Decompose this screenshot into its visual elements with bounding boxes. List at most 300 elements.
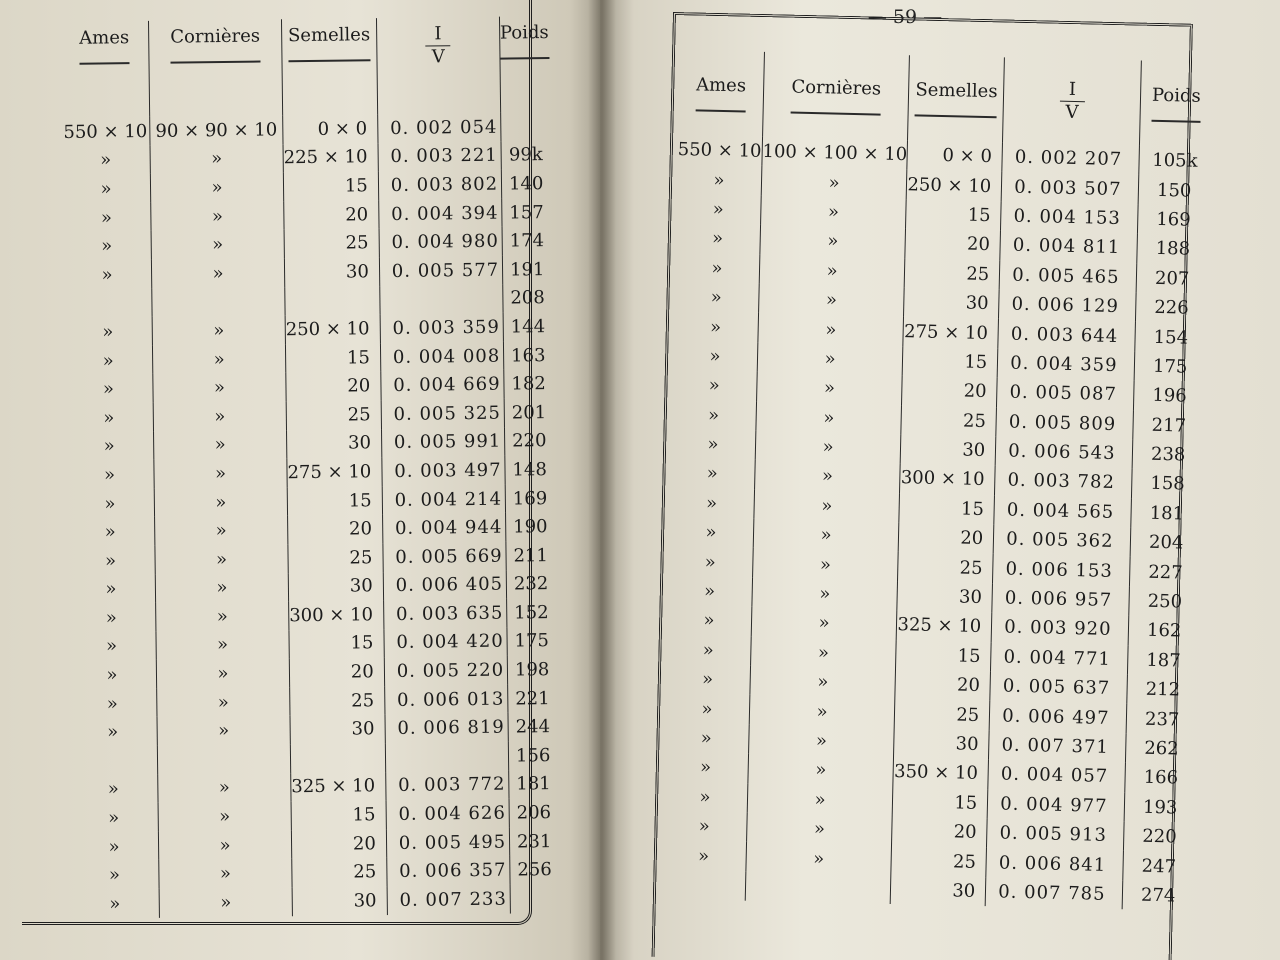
cell-iv: 0. 003 802 bbox=[378, 170, 501, 200]
cell-cornieres: » bbox=[753, 519, 899, 552]
cell-ames: » bbox=[663, 752, 748, 783]
cell-cornieres: » bbox=[746, 842, 892, 875]
cell-cornieres: » bbox=[755, 431, 901, 464]
cell-ames: » bbox=[665, 664, 750, 695]
cell-ames: » bbox=[64, 317, 153, 347]
cell-iv: 0. 003 221 bbox=[378, 141, 501, 171]
cell-poids: 157 bbox=[509, 201, 544, 224]
cell-semelles: 30 bbox=[894, 728, 989, 760]
cell-ames: » bbox=[669, 488, 754, 519]
cell-ames: » bbox=[675, 253, 760, 284]
cell-iv: 0. 004 977 bbox=[987, 789, 1125, 821]
iv-denominator: V bbox=[1065, 101, 1079, 124]
header-poids bbox=[1140, 60, 1212, 147]
cell-semelles: 30 bbox=[897, 581, 992, 613]
cell-cornieres: » bbox=[157, 716, 290, 746]
cell-ames: » bbox=[66, 517, 155, 547]
cell-semelles: 15 bbox=[291, 800, 386, 830]
header-cornieres bbox=[148, 19, 282, 117]
cell-semelles: 30 bbox=[284, 257, 379, 287]
cell-ames: » bbox=[662, 811, 747, 842]
cell-iv: 0. 007 785 bbox=[985, 877, 1123, 909]
cell-poids: 226 bbox=[1154, 296, 1189, 319]
header-cornieres-label: Cornières bbox=[170, 26, 260, 64]
cell-semelles: 25 bbox=[292, 858, 387, 888]
header-semelles bbox=[281, 18, 377, 115]
cell-ames: » bbox=[67, 603, 156, 633]
header-ames-label: Ames bbox=[79, 27, 129, 65]
cell-semelles: 25 bbox=[891, 845, 986, 877]
cell-iv: 0. 005 495 bbox=[386, 827, 509, 857]
cell-semelles: 15 bbox=[899, 493, 994, 525]
cell-poids: 244 bbox=[515, 716, 551, 738]
cell-poids: 162 bbox=[1146, 620, 1182, 642]
cell-semelles: 25 bbox=[898, 552, 993, 584]
cell-cornieres: » bbox=[157, 687, 290, 717]
cell-cornieres: » bbox=[150, 172, 283, 202]
cell-cornieres: » bbox=[758, 284, 904, 317]
cell-iv: 0. 005 220 bbox=[384, 656, 507, 686]
cell-cornieres: » bbox=[748, 754, 894, 787]
cell-cornieres: » bbox=[156, 630, 289, 660]
header-ames bbox=[60, 21, 150, 118]
cell-iv: 0. 003 507 bbox=[1001, 172, 1139, 204]
cell-semelles: 15 bbox=[285, 343, 380, 373]
cell-poids: 163 bbox=[510, 344, 546, 367]
iv-fraction bbox=[1059, 79, 1085, 124]
cell-ames: » bbox=[676, 194, 761, 225]
cell-semelles: 20 bbox=[899, 522, 994, 554]
cell-ames bbox=[63, 288, 152, 318]
cell-cornieres: » bbox=[754, 489, 900, 522]
cell-iv: 0. 005 325 bbox=[381, 399, 504, 429]
cell-cornieres: » bbox=[756, 372, 902, 405]
cell-ames: » bbox=[671, 399, 756, 430]
header-cornieres-label: Cornières bbox=[791, 77, 882, 116]
cell-ames: » bbox=[672, 370, 757, 401]
cell-cornieres: » bbox=[154, 458, 287, 488]
cell-poids: 217 bbox=[1151, 414, 1187, 437]
cell-semelles: 20 bbox=[284, 200, 379, 230]
cell-semelles: 30 bbox=[292, 886, 387, 916]
cell-poids: 181 bbox=[516, 773, 551, 795]
iv-fraction bbox=[425, 23, 451, 67]
left-table bbox=[60, 16, 559, 919]
cell-iv: 0. 005 913 bbox=[987, 818, 1125, 850]
cell-ames: » bbox=[667, 605, 752, 636]
cell-cornieres: » bbox=[152, 344, 285, 374]
cell-semelles: 15 bbox=[896, 640, 991, 672]
cell-semelles: 300 × 10 bbox=[289, 600, 384, 630]
cell-cornieres: » bbox=[752, 578, 898, 611]
cell-cornieres: 90 × 90 × 10 bbox=[150, 115, 283, 145]
cell-iv: 0. 005 577 bbox=[379, 256, 502, 286]
cell-semelles: 325 × 10 bbox=[291, 772, 386, 802]
cell-ames: » bbox=[66, 546, 155, 576]
cell-ames: 550 × 10 bbox=[677, 135, 762, 166]
cell-iv: 0. 003 359 bbox=[380, 313, 503, 343]
cell-semelles bbox=[290, 743, 385, 773]
cell-semelles: 30 bbox=[901, 434, 996, 466]
cell-cornieres: » bbox=[158, 773, 291, 803]
cell-iv: 0. 004 008 bbox=[380, 341, 503, 371]
cell-poids bbox=[510, 884, 560, 913]
cell-ames: » bbox=[675, 223, 760, 254]
cell-ames: » bbox=[63, 231, 152, 261]
cell-cornieres: » bbox=[154, 430, 287, 460]
header-semelles bbox=[908, 55, 1005, 142]
cell-semelles: 25 bbox=[905, 258, 1000, 290]
cell-semelles bbox=[285, 286, 380, 316]
cell-cornieres: » bbox=[151, 201, 284, 231]
cell-poids: 188 bbox=[1155, 238, 1191, 260]
cell-poids: 201 bbox=[511, 401, 547, 424]
cell-iv: 0. 007 371 bbox=[989, 730, 1127, 762]
cell-poids: 238 bbox=[1150, 443, 1186, 466]
cell-iv: 0. 006 819 bbox=[385, 713, 508, 743]
cell-semelles: 30 bbox=[290, 715, 385, 745]
cell-iv: 0. 005 669 bbox=[383, 542, 506, 572]
table-row bbox=[71, 884, 560, 919]
cell-semelles: 30 bbox=[891, 875, 986, 907]
cell-iv: 0. 004 669 bbox=[381, 370, 504, 400]
cell-poids: 181 bbox=[1149, 502, 1185, 525]
cell-cornieres: » bbox=[155, 544, 288, 574]
cell-iv: 0. 004 359 bbox=[997, 348, 1135, 380]
cell-semelles: 20 bbox=[286, 371, 381, 401]
cell-cornieres: » bbox=[760, 225, 906, 258]
cell-cornieres: » bbox=[748, 725, 894, 758]
cell-poids: 256 bbox=[517, 859, 552, 881]
cell-cornieres: » bbox=[757, 343, 903, 376]
cell-semelles: 325 × 10 bbox=[897, 610, 992, 642]
cell-iv: 0. 006 357 bbox=[387, 856, 510, 886]
cell-iv: 0. 004 420 bbox=[384, 627, 507, 657]
cell-iv: 0. 006 497 bbox=[989, 701, 1127, 733]
cell-poids: 274 bbox=[1140, 884, 1176, 907]
cell-poids: 227 bbox=[1148, 561, 1183, 584]
cell-ames: » bbox=[65, 460, 154, 490]
cell-cornieres: » bbox=[159, 859, 292, 889]
cell-semelles: 25 bbox=[284, 228, 379, 258]
cell-ames: » bbox=[664, 723, 749, 754]
cell-ames: » bbox=[665, 693, 750, 724]
cell-semelles: 25 bbox=[895, 698, 990, 730]
cell-ames: » bbox=[62, 203, 151, 233]
cell-cornieres: » bbox=[153, 373, 286, 403]
cell-iv: 0. 005 637 bbox=[990, 671, 1128, 703]
cell-semelles: 225 × 10 bbox=[283, 143, 378, 173]
cell-cornieres: » bbox=[750, 636, 896, 669]
page-number: — 59 — bbox=[867, 6, 943, 28]
cell-cornieres bbox=[745, 871, 891, 904]
cell-semelles: 30 bbox=[288, 572, 383, 602]
cell-ames: » bbox=[70, 803, 159, 833]
cell-iv: 0. 005 465 bbox=[999, 260, 1137, 292]
cell-cornieres: » bbox=[155, 573, 288, 603]
cell-iv: 0. 004 771 bbox=[991, 642, 1129, 674]
cell-iv: 0. 005 809 bbox=[996, 407, 1134, 439]
cell-semelles: 25 bbox=[286, 400, 381, 430]
cell-cornieres: » bbox=[152, 315, 285, 345]
cell-ames: » bbox=[68, 689, 157, 719]
cell-iv: 0. 003 635 bbox=[383, 599, 506, 629]
cell-iv: 0. 005 362 bbox=[993, 524, 1131, 556]
cell-semelles: 15 bbox=[893, 787, 988, 819]
cell-poids: 182 bbox=[511, 373, 546, 395]
cell-poids: 190 bbox=[513, 516, 548, 538]
left-table-header bbox=[60, 16, 550, 118]
cell-ames: » bbox=[671, 429, 756, 460]
cell-ames: » bbox=[661, 840, 746, 871]
cell-cornieres: » bbox=[159, 887, 292, 917]
cell-poids: 105k bbox=[1152, 149, 1198, 172]
cell-semelles: 20 bbox=[892, 816, 987, 848]
cell-semelles: 350 × 10 bbox=[893, 757, 988, 789]
cell-ames: » bbox=[65, 403, 154, 433]
cell-semelles: 15 bbox=[283, 171, 378, 201]
cell-ames: » bbox=[62, 146, 151, 176]
cell-ames: » bbox=[670, 458, 755, 489]
cell-poids: 175 bbox=[1152, 355, 1188, 378]
cell-poids: 158 bbox=[1150, 473, 1185, 496]
cell-semelles: 20 bbox=[291, 829, 386, 859]
header-poids bbox=[499, 16, 549, 113]
cell-iv: 0. 002 054 bbox=[377, 113, 500, 143]
cell-poids: 206 bbox=[516, 802, 552, 824]
cell-iv: 0. 005 991 bbox=[381, 427, 504, 457]
cell-poids: 220 bbox=[512, 430, 547, 452]
cell-poids: 99k bbox=[508, 144, 543, 166]
cell-iv: 0. 007 233 bbox=[387, 885, 510, 915]
cell-cornieres: » bbox=[158, 830, 291, 860]
cell-cornieres: » bbox=[151, 230, 284, 260]
cell-poids: 220 bbox=[1142, 825, 1177, 848]
cell-semelles: 30 bbox=[904, 287, 999, 319]
cell-semelles: 20 bbox=[288, 514, 383, 544]
cell-semelles: 15 bbox=[906, 199, 1001, 231]
cell-ames: » bbox=[668, 546, 753, 577]
right-table-header bbox=[678, 50, 1212, 147]
cell-cornieres: » bbox=[756, 401, 902, 434]
cell-ames: » bbox=[68, 660, 157, 690]
cell-poids: 175 bbox=[514, 630, 550, 652]
cell-iv: 0. 004 394 bbox=[378, 198, 501, 228]
cell-cornieres bbox=[157, 744, 290, 774]
cell-poids: 166 bbox=[1143, 767, 1179, 789]
cell-poids: 247 bbox=[1141, 855, 1177, 878]
iv-denominator: V bbox=[431, 45, 445, 68]
cell-ames: » bbox=[65, 431, 154, 461]
cell-ames: » bbox=[66, 489, 155, 519]
cell-ames: » bbox=[69, 717, 158, 747]
cell-poids: 140 bbox=[508, 173, 544, 195]
iv-numerator: I bbox=[1060, 79, 1086, 102]
cell-ames: » bbox=[70, 860, 159, 890]
cell-poids bbox=[500, 112, 550, 141]
cell-iv: 0. 002 207 bbox=[1002, 142, 1140, 174]
cell-poids: 207 bbox=[1154, 267, 1190, 290]
cell-semelles: 300 × 10 bbox=[900, 463, 995, 495]
header-ames bbox=[678, 50, 764, 137]
cell-iv: 0. 003 782 bbox=[995, 466, 1133, 498]
cell-ames: » bbox=[62, 174, 151, 204]
cell-iv: 0. 006 543 bbox=[995, 436, 1133, 468]
cell-ames: » bbox=[667, 576, 752, 607]
cell-iv: 0. 006 013 bbox=[384, 684, 507, 714]
cell-iv: 0. 004 626 bbox=[386, 799, 509, 829]
cell-iv: 0. 006 957 bbox=[992, 583, 1130, 615]
cell-iv: 0. 003 920 bbox=[991, 612, 1129, 644]
cell-poids: 169 bbox=[1156, 208, 1191, 231]
cell-cornieres bbox=[152, 287, 285, 317]
cell-poids: 169 bbox=[512, 487, 548, 510]
cell-semelles: 25 bbox=[901, 405, 996, 437]
cell-semelles: 250 × 10 bbox=[907, 170, 1002, 202]
cell-ames: » bbox=[666, 634, 751, 665]
cell-ames: » bbox=[674, 282, 759, 313]
cell-ames: » bbox=[70, 832, 159, 862]
cell-semelles: 20 bbox=[902, 375, 997, 407]
cell-ames: » bbox=[673, 311, 758, 342]
cell-semelles: 15 bbox=[289, 629, 384, 659]
cell-cornieres: » bbox=[156, 659, 289, 689]
cell-ames: » bbox=[663, 781, 748, 812]
right-table bbox=[661, 50, 1212, 911]
cell-semelles: 15 bbox=[287, 486, 382, 516]
cell-poids: 208 bbox=[510, 287, 545, 309]
cell-cornieres: » bbox=[156, 601, 289, 631]
cell-poids: 211 bbox=[513, 544, 549, 567]
cell-cornieres: » bbox=[752, 548, 898, 581]
header-iv bbox=[1003, 57, 1142, 145]
cell-cornieres: » bbox=[154, 487, 287, 517]
header-poids-label: Poids bbox=[500, 22, 549, 60]
cell-poids: 204 bbox=[1148, 532, 1184, 554]
cell-poids: 231 bbox=[516, 830, 552, 853]
cell-iv: 0. 003 644 bbox=[998, 319, 1136, 351]
cell-semelles: 20 bbox=[905, 228, 1000, 260]
cell-semelles: 25 bbox=[290, 686, 385, 716]
header-semelles-label: Semelles bbox=[288, 24, 371, 62]
cell-ames: » bbox=[71, 889, 160, 919]
cell-semelles: 250 × 10 bbox=[285, 314, 380, 344]
cell-poids: 193 bbox=[1142, 796, 1178, 819]
cell-iv: 0. 006 129 bbox=[999, 289, 1137, 321]
cell-poids: 262 bbox=[1144, 737, 1179, 760]
cell-cornieres: 100 × 100 × 10 bbox=[762, 137, 908, 170]
cell-iv: 0. 004 565 bbox=[994, 495, 1132, 527]
cell-poids: 196 bbox=[1152, 385, 1187, 407]
cell-semelles: 0 × 0 bbox=[283, 114, 378, 144]
cell-ames: » bbox=[669, 517, 754, 548]
cell-ames: » bbox=[64, 374, 153, 404]
cell-cornieres: » bbox=[153, 401, 286, 431]
cell-cornieres: » bbox=[158, 801, 291, 831]
header-semelles-label: Semelles bbox=[915, 79, 998, 118]
cell-cornieres: » bbox=[155, 516, 288, 546]
cell-cornieres: » bbox=[747, 783, 893, 816]
header-ames-label: Ames bbox=[696, 74, 747, 112]
cell-ames bbox=[661, 870, 746, 901]
cell-iv: 0. 003 497 bbox=[382, 456, 505, 486]
cell-ames: » bbox=[677, 164, 762, 195]
cell-ames: » bbox=[67, 632, 156, 662]
cell-iv: 0. 006 153 bbox=[993, 554, 1131, 586]
cell-semelles: 15 bbox=[903, 346, 998, 378]
cell-iv: 0. 004 153 bbox=[1001, 201, 1139, 233]
cell-iv: 0. 004 944 bbox=[382, 513, 505, 543]
cell-poids: 150 bbox=[1156, 179, 1192, 202]
cell-semelles: 275 × 10 bbox=[903, 316, 998, 348]
header-cornieres bbox=[762, 52, 910, 140]
cell-cornieres: » bbox=[761, 166, 907, 199]
cell-cornieres: » bbox=[754, 460, 900, 493]
cell-iv bbox=[380, 284, 503, 314]
cell-iv: 0. 006 405 bbox=[383, 570, 506, 600]
cell-ames: » bbox=[673, 341, 758, 372]
cell-cornieres: » bbox=[758, 313, 904, 346]
cell-ames: » bbox=[69, 775, 158, 805]
cell-semelles: 275 × 10 bbox=[287, 457, 382, 487]
cell-poids: 187 bbox=[1146, 649, 1181, 672]
cell-iv: 0. 004 214 bbox=[382, 484, 505, 514]
cell-poids: 156 bbox=[515, 744, 551, 767]
header-iv bbox=[376, 17, 500, 114]
cell-poids: 191 bbox=[509, 258, 545, 281]
cell-cornieres: » bbox=[759, 254, 905, 287]
iv-numerator: I bbox=[425, 23, 450, 46]
cell-poids: 221 bbox=[515, 687, 550, 710]
cell-ames: » bbox=[64, 346, 153, 376]
cell-iv bbox=[385, 742, 508, 772]
cell-cornieres: » bbox=[151, 258, 284, 288]
cell-semelles: 30 bbox=[286, 429, 381, 459]
cell-poids: 232 bbox=[513, 573, 549, 595]
cell-ames bbox=[69, 746, 158, 776]
cell-cornieres: » bbox=[751, 607, 897, 640]
cell-poids: 212 bbox=[1145, 678, 1181, 701]
cell-cornieres: » bbox=[150, 144, 283, 174]
cell-ames: » bbox=[63, 260, 152, 290]
cell-ames: 550 × 10 bbox=[61, 117, 150, 147]
cell-poids: 152 bbox=[514, 601, 549, 624]
cell-poids: 148 bbox=[512, 459, 547, 481]
cell-iv: 0. 004 057 bbox=[988, 759, 1126, 791]
cell-iv: 0. 006 841 bbox=[986, 848, 1124, 880]
cell-poids: 144 bbox=[510, 316, 546, 338]
cell-cornieres: » bbox=[760, 196, 906, 229]
cell-semelles: 20 bbox=[289, 657, 384, 687]
cell-poids: 250 bbox=[1147, 590, 1183, 613]
cell-semelles: 20 bbox=[895, 669, 990, 701]
cell-poids: 198 bbox=[514, 659, 550, 681]
cell-poids: 174 bbox=[509, 230, 545, 252]
cell-iv: 0. 004 811 bbox=[1000, 230, 1138, 262]
cell-iv: 0. 005 087 bbox=[997, 377, 1135, 409]
cell-semelles: 0 × 0 bbox=[907, 140, 1002, 172]
cell-iv: 0. 004 980 bbox=[379, 227, 502, 257]
cell-cornieres: » bbox=[749, 695, 895, 728]
cell-ames: » bbox=[67, 574, 156, 604]
cell-iv: 0. 003 772 bbox=[385, 770, 508, 800]
cell-poids: 237 bbox=[1144, 708, 1180, 731]
cell-cornieres: » bbox=[750, 666, 896, 699]
cell-semelles: 25 bbox=[288, 543, 383, 573]
header-poids-label: Poids bbox=[1151, 85, 1201, 123]
book-gutter bbox=[588, 0, 616, 960]
cell-cornieres: » bbox=[746, 813, 892, 846]
